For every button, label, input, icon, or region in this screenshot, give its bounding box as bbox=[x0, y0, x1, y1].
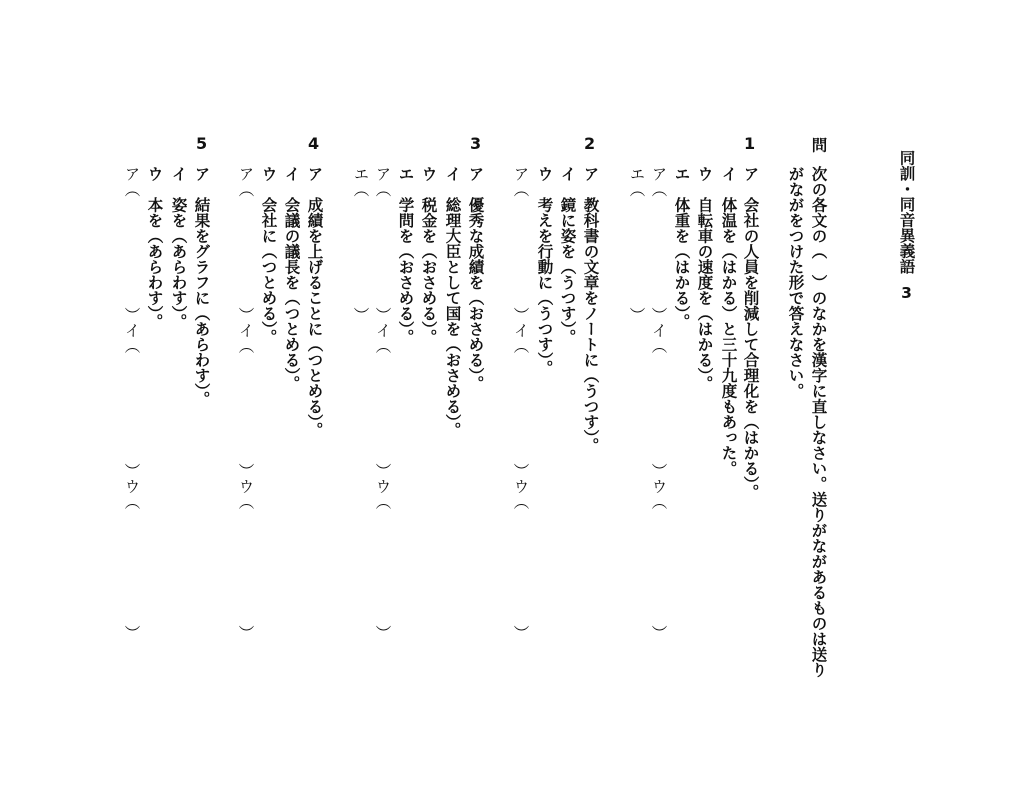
answer-blank-i[interactable]: ）イ（ bbox=[236, 307, 255, 354]
answer-close: ） bbox=[649, 625, 668, 641]
answer-blank-u[interactable]: ）ウ（ bbox=[236, 463, 255, 510]
question-item: エ 体重を（はかる）。 bbox=[672, 166, 691, 329]
question-item: ア 成績を上げることに（つとめる）。 bbox=[305, 166, 324, 438]
answer-blank-i[interactable]: ）イ（ bbox=[373, 307, 392, 354]
instruction-line-2: がながをつけた形で答えなさい。 bbox=[786, 166, 805, 399]
page-number: 3 bbox=[897, 284, 916, 302]
answer-blank-e[interactable]: エ（ bbox=[351, 166, 370, 197]
answer-blank-e[interactable]: エ（ bbox=[627, 166, 646, 197]
question-item: イ 鏡に姿を（うつす）。 bbox=[558, 166, 577, 345]
question-number: 2 bbox=[584, 134, 596, 153]
page-title bbox=[898, 150, 914, 274]
question-number: 1 bbox=[744, 134, 756, 153]
question-item: ウ 税金を（おさめる）。 bbox=[419, 166, 438, 345]
answer-close: ） bbox=[627, 307, 646, 323]
answer-close: ） bbox=[236, 625, 255, 641]
question-item: エ 学問を（おさめる）。 bbox=[396, 166, 415, 345]
question-item: イ 総理大臣として国を（おさめる）。 bbox=[443, 166, 462, 438]
answer-blank-u[interactable]: ）ウ（ bbox=[373, 463, 392, 510]
answer-blank-a[interactable]: ア（ bbox=[373, 166, 392, 197]
answer-close: ） bbox=[511, 625, 530, 641]
answer-blank-a[interactable]: ア（ bbox=[122, 166, 141, 197]
title-text: 同訓・同音異義語 bbox=[897, 150, 916, 274]
answer-blank-u[interactable]: ）ウ（ bbox=[649, 463, 668, 510]
question-item: ア 教科書の文章をノートに（うつす）。 bbox=[581, 166, 600, 453]
question-item: ア 会社の人員を削減して合理化を（はかる）。 bbox=[741, 166, 760, 500]
answer-close: ） bbox=[351, 307, 370, 323]
question-item: イ 会議の議長を（つとめる）。 bbox=[282, 166, 301, 391]
question-number: 5 bbox=[196, 134, 208, 153]
question-item: ウ 本を（あらわす）。 bbox=[145, 166, 164, 329]
question-item: ウ 自転車の速度を（はかる）。 bbox=[695, 166, 714, 391]
answer-blank-i[interactable]: ）イ（ bbox=[511, 307, 530, 354]
answer-close: ） bbox=[373, 625, 392, 641]
answer-close: ） bbox=[122, 625, 141, 641]
question-item: イ 体温を（はかる）と三十九度もあった。 bbox=[719, 166, 738, 476]
question-item: ウ 考えを行動に（うつす）。 bbox=[535, 166, 554, 376]
question-item: イ 姿を（あらわす）。 bbox=[169, 166, 188, 329]
instruction-label: 問 bbox=[809, 137, 828, 153]
question-item: ア 結果をグラフに（あらわす）。 bbox=[192, 166, 211, 407]
answer-blank-u[interactable]: ）ウ（ bbox=[511, 463, 530, 510]
instruction-line-1: 次の各文の（ ）のなかを漢字に直しなさい。送りがながあるものは送り bbox=[809, 166, 828, 678]
question-item: ウ 会社に（つとめる）。 bbox=[259, 166, 278, 345]
answer-blank-i[interactable]: ）イ（ bbox=[649, 307, 668, 354]
question-number: 4 bbox=[308, 134, 320, 153]
answer-blank-u[interactable]: ）ウ（ bbox=[122, 463, 141, 510]
answer-blank-a[interactable]: ア（ bbox=[649, 166, 668, 197]
question-number: 3 bbox=[470, 134, 482, 153]
answer-blank-a[interactable]: ア（ bbox=[511, 166, 530, 197]
answer-blank-i[interactable]: ）イ（ bbox=[122, 307, 141, 354]
answer-blank-a[interactable]: ア（ bbox=[236, 166, 255, 197]
question-item: ア 優秀な成績を（おさめる）。 bbox=[466, 166, 485, 391]
